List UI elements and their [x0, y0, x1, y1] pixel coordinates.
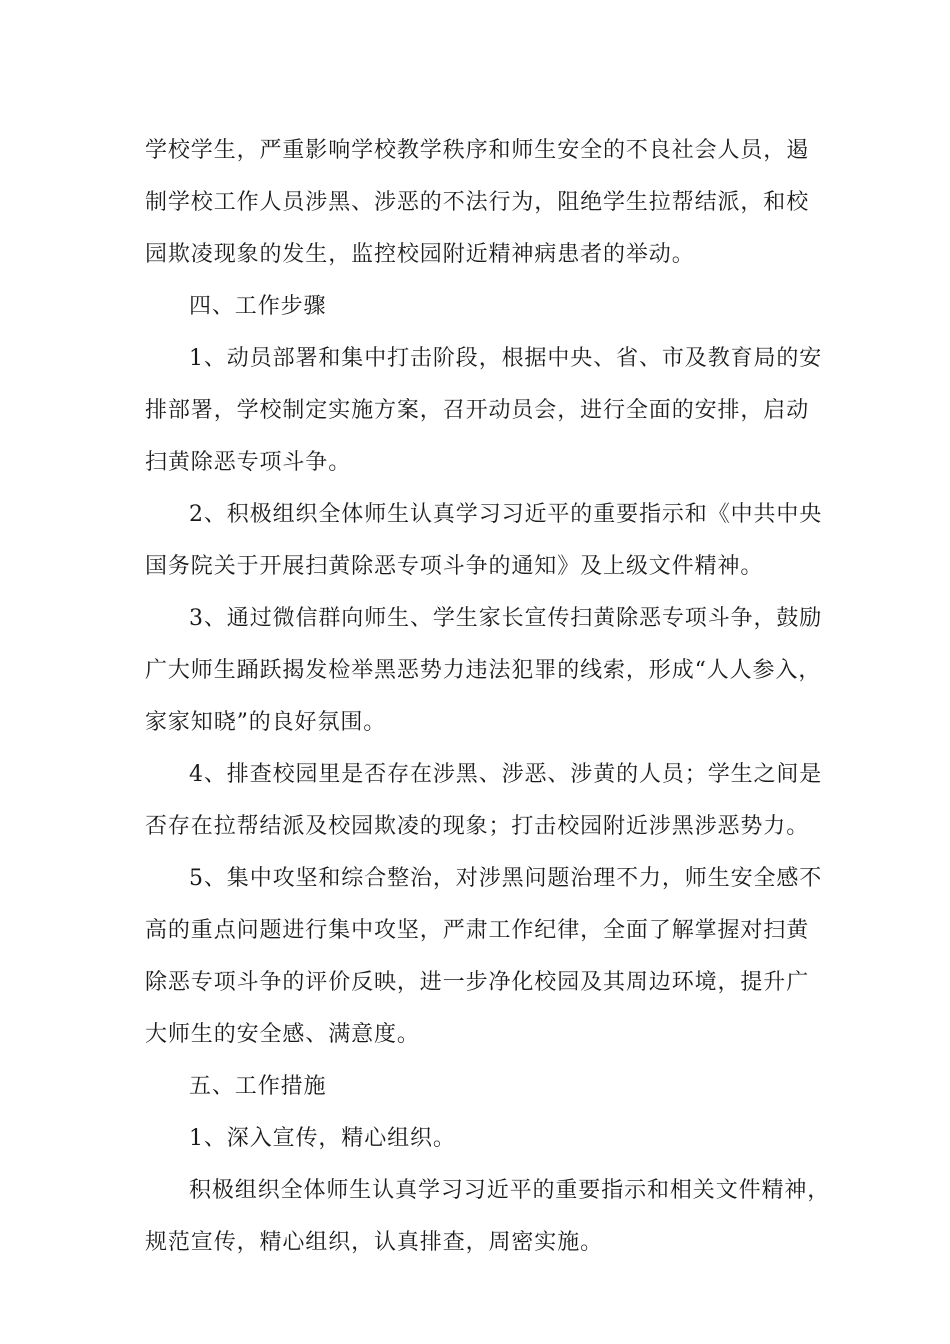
text-line: 积极组织全体师生认真学习习近平的重要指示和相关文件精神，	[189, 1178, 831, 1203]
paragraph-step-1	[145, 333, 823, 489]
heading-work-steps	[145, 281, 807, 333]
text-line: 国务院关于开展扫黄除恶专项斗争的通知》及上级文件精神。	[145, 554, 764, 579]
subsection-heading: 1、深入宣传，精心组织。	[189, 1126, 456, 1151]
text-line: 1、动员部署和集中打击阶段，根据中央、省、市及教育局的安	[189, 346, 823, 371]
text-line: 高的重点问题进行集中攻坚，严肃工作纪律，全面了解掌握对扫黄	[145, 918, 810, 943]
text-line: 规范宣传，精心组织，认真排查，周密实施。	[145, 1230, 604, 1255]
paragraph-step-2	[145, 489, 823, 593]
text-line: 广大师生踊跃揭发检举黑恶势力违法犯罪的线索，形成“人人参入，	[145, 658, 822, 683]
document-body	[145, 125, 831, 1269]
text-line: 大师生的安全感、满意度。	[145, 1022, 420, 1047]
text-line: 4、排查校园里是否存在涉黑、涉恶、涉黄的人员；学生之间是	[189, 762, 823, 787]
paragraph-measure-1	[145, 1165, 831, 1269]
text-line: 3、通过微信群向师生、学生家长宣传扫黄除恶专项斗争，鼓励	[189, 606, 823, 631]
text-line: 园欺凌现象的发生，监控校园附近精神病患者的举动。	[145, 242, 695, 267]
text-line: 学校学生，严重影响学校教学秩序和师生安全的不良社会人员，遏	[145, 138, 810, 163]
text-line: 家家知晓”的良好氛围。	[145, 710, 387, 735]
text-line: 排部署，学校制定实施方案，召开动员会，进行全面的安排，启动	[145, 398, 810, 423]
text-line: 5、集中攻坚和综合整治，对涉黑问题治理不力，师生安全感不	[189, 866, 823, 891]
text-line: 否存在拉帮结派及校园欺凌的现象；打击校园附近涉黑涉恶势力。	[145, 814, 810, 839]
paragraph-step-5	[145, 853, 823, 1061]
paragraph-step-4	[145, 749, 823, 853]
section-heading: 四、工作步骤	[189, 294, 327, 319]
section-heading: 五、工作措施	[189, 1074, 327, 1099]
heading-work-measures	[145, 1061, 807, 1113]
paragraph-continued-intro	[145, 125, 810, 281]
text-line: 制学校工作人员涉黑、涉恶的不法行为，阻绝学生拉帮结派，和校	[145, 190, 810, 215]
subheading-measure-1	[145, 1113, 807, 1165]
text-line: 2、积极组织全体师生认真学习习近平的重要指示和《中共中央	[189, 502, 823, 527]
text-line: 除恶专项斗争的评价反映，进一步净化校园及其周边环境，提升广	[145, 970, 810, 995]
paragraph-step-3	[145, 593, 823, 749]
text-line: 扫黄除恶专项斗争。	[145, 450, 352, 475]
